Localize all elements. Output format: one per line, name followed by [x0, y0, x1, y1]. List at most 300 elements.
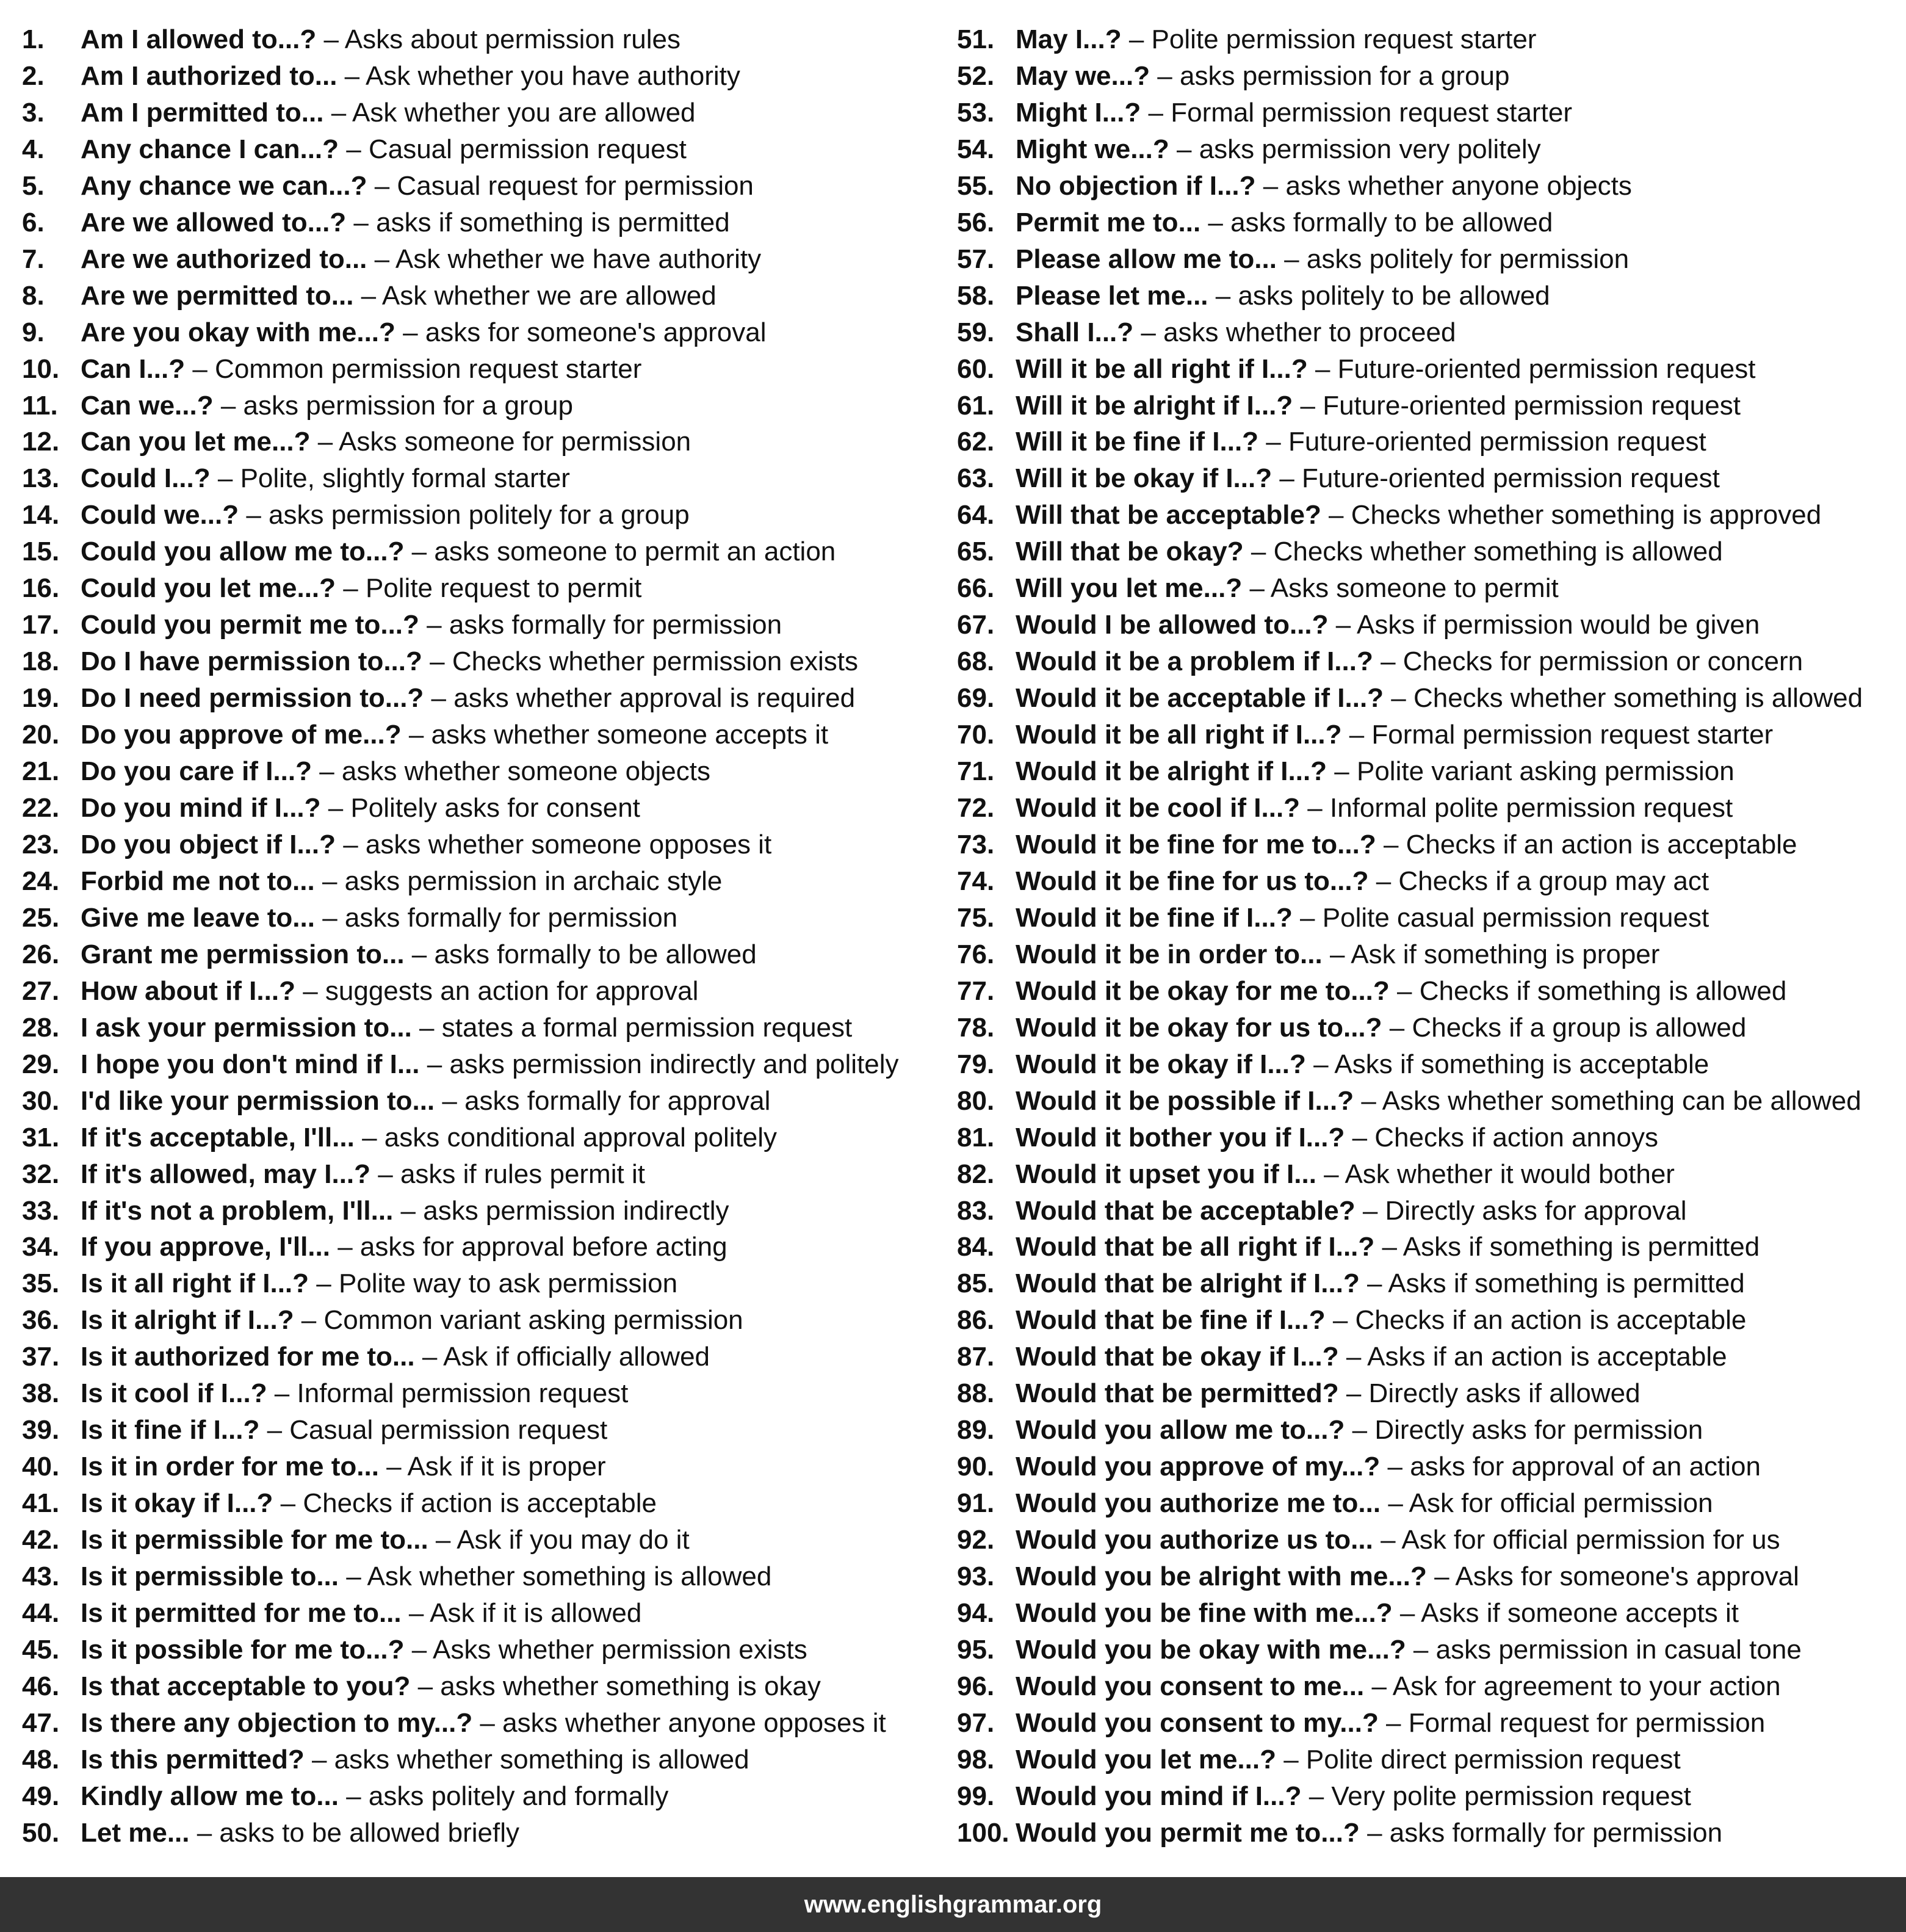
item-phrase: Would you consent to me...	[1016, 1671, 1365, 1701]
item-phrase: Are we permitted to...	[81, 280, 354, 311]
list-item	[22, 1120, 937, 1156]
item-description: asks if rules permit it	[400, 1159, 645, 1189]
item-phrase: Am I authorized to...	[81, 60, 338, 91]
list-item	[22, 1668, 937, 1705]
item-description: Informal polite permission request	[1329, 793, 1733, 823]
item-number: 69.	[957, 683, 995, 714]
item-phrase: Would it be a problem if I...?	[1016, 646, 1373, 677]
list-item	[22, 936, 937, 973]
item-description: Common permission request starter	[215, 353, 642, 384]
item-separator: –	[1392, 1597, 1421, 1628]
list-item	[22, 973, 937, 1010]
item-number: 20.	[22, 720, 60, 750]
item-description: asks if something is permitted	[376, 207, 730, 237]
item-number: 31.	[22, 1122, 60, 1152]
list-item	[22, 95, 937, 131]
item-phrase: Is it fine if I...?	[81, 1415, 260, 1445]
list-item	[957, 753, 1897, 790]
list-item	[957, 607, 1897, 643]
item-description: Ask whether it would bother	[1345, 1159, 1675, 1189]
list-item	[22, 1742, 937, 1778]
item-separator: –	[367, 170, 397, 201]
item-separator: –	[339, 134, 369, 164]
item-number: 9.	[22, 317, 45, 347]
item-description: Directly asks for approval	[1385, 1195, 1687, 1226]
item-number: 59.	[957, 317, 995, 347]
item-description: states a formal permission request	[441, 1012, 853, 1043]
list-item	[957, 1485, 1897, 1522]
item-description: Asks someone to permit	[1270, 573, 1559, 604]
item-description: Common variant asking permission	[323, 1305, 743, 1336]
item-number: 34.	[22, 1232, 60, 1262]
list-item	[22, 1449, 937, 1485]
list-item	[22, 1632, 937, 1668]
list-item	[22, 21, 937, 58]
item-separator: –	[311, 756, 342, 787]
item-separator: –	[1169, 134, 1199, 164]
item-description: Ask whether you are allowed	[352, 97, 696, 128]
list-item	[22, 1302, 937, 1339]
item-number: 46.	[22, 1671, 60, 1701]
list-item	[957, 497, 1897, 534]
item-separator: –	[323, 97, 352, 128]
item-phrase: Please let me...	[1016, 280, 1208, 311]
item-separator: –	[189, 1817, 220, 1848]
item-description: Directly asks for permission	[1374, 1415, 1703, 1445]
item-separator: –	[337, 60, 366, 91]
list-item	[957, 790, 1897, 827]
list-item	[22, 1778, 937, 1815]
item-phrase: Are we allowed to...?	[81, 207, 347, 237]
item-separator: –	[1208, 280, 1238, 311]
list-item	[957, 1558, 1897, 1595]
list-item	[22, 790, 937, 827]
list-item	[957, 204, 1897, 241]
item-description: asks politely to be allowed	[1238, 280, 1550, 311]
item-number: 26.	[22, 939, 60, 969]
item-number: 25.	[22, 902, 60, 933]
item-phrase: Give me leave to...	[81, 902, 315, 933]
item-separator: –	[435, 1085, 465, 1116]
list-item	[957, 1302, 1897, 1339]
item-number: 30.	[22, 1085, 60, 1116]
list-item	[22, 1375, 937, 1412]
item-phrase: Would you approve of my...?	[1016, 1452, 1381, 1482]
item-number: 98.	[957, 1744, 995, 1775]
item-number: 53.	[957, 97, 995, 128]
list-item	[22, 1412, 937, 1449]
item-phrase: Will it be fine if I...?	[1016, 427, 1259, 457]
item-separator: –	[339, 1561, 367, 1592]
item-phrase: Would you permit me to...?	[1016, 1817, 1360, 1848]
item-separator: –	[1243, 537, 1274, 567]
item-number: 40.	[22, 1452, 60, 1482]
item-separator: –	[1325, 1305, 1355, 1336]
list-item	[957, 717, 1897, 753]
item-separator: –	[1374, 1232, 1403, 1262]
item-number: 99.	[957, 1781, 995, 1811]
item-number: 88.	[957, 1378, 995, 1409]
list-item	[957, 1778, 1897, 1815]
item-separator: –	[472, 1707, 503, 1738]
item-phrase: Would I be allowed to...?	[1016, 610, 1329, 640]
item-phrase: Would that be okay if I...?	[1016, 1342, 1339, 1372]
item-description: Casual request for permission	[397, 170, 754, 201]
item-description: Checks if an action is acceptable	[1406, 829, 1797, 859]
item-description: Checks if a group may act	[1398, 866, 1709, 896]
item-description: asks formally to be allowed	[434, 939, 757, 969]
item-separator: –	[1292, 902, 1323, 933]
item-separator: –	[314, 866, 345, 896]
list-item	[22, 607, 937, 643]
phrase-column-left	[22, 21, 937, 1851]
item-phrase: Would that be acceptable?	[1016, 1195, 1355, 1226]
item-separator: –	[395, 317, 425, 347]
item-description: Ask for official permission for us	[1401, 1525, 1780, 1555]
item-separator: –	[316, 24, 345, 54]
item-separator: –	[424, 683, 454, 714]
item-phrase: Would it be in order to...	[1016, 939, 1323, 969]
item-phrase: Would you authorize me to...	[1016, 1488, 1381, 1519]
list-item	[22, 1815, 937, 1851]
item-phrase: If you approve, I'll...	[81, 1232, 330, 1262]
list-item	[957, 1449, 1897, 1485]
list-item	[957, 131, 1897, 168]
item-phrase: Would it be fine if I...?	[1016, 902, 1293, 933]
item-number: 10.	[22, 353, 60, 384]
item-phrase: Is it alright if I...?	[81, 1305, 294, 1336]
item-description: asks formally for permission	[449, 610, 782, 640]
item-description: Polite way to ask permission	[338, 1268, 678, 1299]
item-description: asks whether anyone opposes it	[502, 1707, 886, 1738]
item-number: 96.	[957, 1671, 995, 1701]
item-separator: –	[309, 1268, 339, 1299]
item-phrase: Shall I...?	[1016, 317, 1134, 347]
item-phrase: Please allow me to...	[1016, 244, 1277, 274]
item-description: asks whether to proceed	[1163, 317, 1456, 347]
item-description: asks whether anyone objects	[1285, 170, 1632, 201]
item-description: Polite permission request starter	[1151, 24, 1537, 54]
item-description: Asks if permission would be given	[1357, 610, 1760, 640]
item-phrase: Kindly allow me to...	[81, 1781, 339, 1811]
item-number: 52.	[957, 60, 995, 91]
list-item	[22, 388, 937, 424]
item-description: Ask for agreement to your action	[1392, 1671, 1781, 1701]
list-item	[957, 1046, 1897, 1083]
item-phrase: Is this permitted?	[81, 1744, 305, 1775]
item-number: 82.	[957, 1159, 995, 1189]
item-phrase: Would it be cool if I...?	[1016, 793, 1301, 823]
item-number: 32.	[22, 1159, 60, 1189]
list-item	[957, 168, 1897, 204]
item-phrase: Will that be acceptable?	[1016, 500, 1321, 530]
item-description: Asks for someone's approval	[1455, 1561, 1799, 1592]
item-number: 8.	[22, 280, 45, 311]
item-separator: –	[1327, 756, 1357, 787]
item-description: asks permission for a group	[1180, 60, 1510, 91]
item-description: Checks whether something is allowed	[1273, 537, 1723, 567]
item-separator: –	[367, 244, 395, 274]
item-separator: –	[346, 207, 377, 237]
item-number: 41.	[22, 1488, 60, 1519]
list-item	[22, 278, 937, 314]
item-phrase: Can we...?	[81, 390, 214, 421]
item-separator: –	[1255, 170, 1286, 201]
item-description: Checks whether something is approved	[1351, 500, 1822, 530]
item-description: asks to be allowed briefly	[219, 1817, 520, 1848]
item-phrase: How about if I...?	[81, 975, 295, 1006]
item-phrase: Forbid me not to...	[81, 866, 315, 896]
item-separator: –	[1389, 975, 1420, 1006]
item-separator: –	[1301, 1781, 1332, 1811]
list-item	[22, 1485, 937, 1522]
item-description: Asks if an action is acceptable	[1367, 1342, 1727, 1372]
item-separator: –	[1307, 353, 1338, 384]
item-phrase: I ask your permission to...	[81, 1012, 412, 1043]
list-item	[22, 1193, 937, 1229]
list-item	[957, 351, 1897, 388]
item-description: asks for approval before acting	[359, 1232, 727, 1262]
item-separator: –	[338, 1781, 369, 1811]
item-phrase: Would it be all right if I...?	[1016, 720, 1342, 750]
list-item	[957, 1156, 1897, 1193]
list-item	[22, 1046, 937, 1083]
item-number: 92.	[957, 1525, 995, 1555]
item-phrase: Can you let me...?	[81, 427, 311, 457]
item-number: 33.	[22, 1195, 60, 1226]
item-number: 47.	[22, 1707, 60, 1738]
item-number: 86.	[957, 1305, 995, 1336]
item-number: 78.	[957, 1012, 995, 1043]
item-separator: –	[1328, 610, 1357, 640]
item-separator: –	[1378, 1707, 1409, 1738]
list-item	[22, 1083, 937, 1120]
item-number: 21.	[22, 756, 60, 787]
item-separator: –	[310, 427, 339, 457]
list-item	[957, 424, 1897, 460]
item-separator: –	[1364, 1671, 1393, 1701]
list-item	[957, 1522, 1897, 1558]
item-number: 93.	[957, 1561, 995, 1592]
item-phrase: Do you approve of me...?	[81, 720, 402, 750]
item-number: 2.	[22, 60, 45, 91]
item-phrase: Would it be fine for us to...?	[1016, 866, 1369, 896]
item-phrase: Is it all right if I...?	[81, 1268, 309, 1299]
item-separator: –	[404, 939, 435, 969]
item-description: Asks if something is permitted	[1388, 1268, 1745, 1299]
item-separator: –	[1345, 1122, 1375, 1152]
item-description: Polite request to permit	[365, 573, 642, 604]
item-description: Casual permission request	[368, 134, 687, 164]
item-separator: –	[411, 1012, 442, 1043]
item-separator: –	[1150, 60, 1180, 91]
item-separator: –	[1338, 1342, 1368, 1372]
list-item	[957, 1668, 1897, 1705]
item-number: 22.	[22, 793, 60, 823]
item-separator: –	[1321, 500, 1351, 530]
item-phrase: Would it be okay for me to...?	[1016, 975, 1390, 1006]
footer-url[interactable]: www.englishgrammar.org	[804, 1891, 1102, 1918]
item-description: Asks whether something can be allowed	[1382, 1085, 1861, 1116]
item-separator: –	[1380, 1452, 1410, 1482]
list-item	[22, 1229, 937, 1265]
item-description: asks whether something is okay	[440, 1671, 821, 1701]
item-phrase: Is it permissible to...	[81, 1561, 339, 1592]
list-item	[22, 863, 937, 900]
item-phrase: Do you mind if I...?	[81, 793, 321, 823]
item-description: asks permission in casual tone	[1435, 1634, 1802, 1665]
list-item	[22, 424, 937, 460]
item-separator: –	[1133, 317, 1164, 347]
item-separator: –	[210, 463, 240, 494]
item-phrase: Are you okay with me...?	[81, 317, 395, 347]
list-item	[22, 204, 937, 241]
item-description: Formal permission request starter	[1171, 97, 1572, 128]
item-separator: –	[353, 280, 382, 311]
item-phrase: Would it be possible if I...?	[1016, 1085, 1354, 1116]
list-item	[957, 58, 1897, 95]
item-phrase: Will it be all right if I...?	[1016, 353, 1308, 384]
item-phrase: May we...?	[1016, 60, 1150, 91]
list-item	[22, 1522, 937, 1558]
item-number: 45.	[22, 1634, 60, 1665]
item-number: 68.	[957, 646, 995, 677]
item-number: 23.	[22, 829, 60, 859]
item-number: 85.	[957, 1268, 995, 1299]
item-description: Ask if officially allowed	[443, 1342, 710, 1372]
list-item	[22, 570, 937, 607]
item-number: 37.	[22, 1342, 60, 1372]
item-phrase: Is it authorized for me to...	[81, 1342, 415, 1372]
item-description: Asks whether permission exists	[433, 1634, 807, 1665]
item-description: Future-oriented permission request	[1302, 463, 1720, 494]
item-phrase: Am I allowed to...?	[81, 24, 317, 54]
item-number: 95.	[957, 1634, 995, 1665]
list-item	[957, 936, 1897, 973]
item-number: 79.	[957, 1049, 995, 1079]
list-item	[957, 1120, 1897, 1156]
item-number: 65.	[957, 537, 995, 567]
item-separator: –	[1359, 1817, 1390, 1848]
list-item	[22, 534, 937, 570]
item-separator: –	[1200, 207, 1231, 237]
item-separator: –	[185, 353, 215, 384]
item-description: Future-oriented permission request	[1288, 427, 1706, 457]
item-description: Future-oriented permission request	[1337, 353, 1756, 384]
item-description: Asks if something is acceptable	[1334, 1049, 1709, 1079]
item-number: 75.	[957, 902, 995, 933]
item-phrase: Is it permissible for me to...	[81, 1525, 428, 1555]
item-phrase: Are we authorized to...	[81, 244, 367, 274]
item-number: 14.	[22, 500, 60, 530]
item-phrase: May I...?	[1016, 24, 1122, 54]
item-separator: –	[1426, 1561, 1456, 1592]
item-description: asks formally for permission	[344, 902, 678, 933]
item-number: 24.	[22, 866, 60, 896]
item-separator: –	[1345, 1415, 1375, 1445]
item-description: Ask if you may do it	[457, 1525, 690, 1555]
item-separator: –	[378, 1452, 408, 1482]
item-number: 50.	[22, 1817, 60, 1848]
item-description: Asks someone for permission	[339, 427, 691, 457]
item-separator: –	[336, 573, 366, 604]
list-item	[957, 1412, 1897, 1449]
item-description: Checks if an action is acceptable	[1355, 1305, 1747, 1336]
list-item	[957, 1595, 1897, 1632]
item-separator: –	[1382, 1012, 1412, 1043]
item-number: 5.	[22, 170, 45, 201]
item-separator: –	[1338, 1378, 1369, 1409]
item-phrase: Could I...?	[81, 463, 211, 494]
item-phrase: Would it be fine for me to...?	[1016, 829, 1376, 859]
item-phrase: Would it be okay for us to...?	[1016, 1012, 1382, 1043]
item-number: 18.	[22, 646, 60, 677]
item-description: asks whether something is allowed	[334, 1744, 749, 1775]
item-separator: –	[404, 537, 435, 567]
item-phrase: Permit me to...	[1016, 207, 1201, 237]
item-separator: –	[1406, 1634, 1436, 1665]
list-item	[22, 168, 937, 204]
item-number: 61.	[957, 390, 995, 421]
item-number: 72.	[957, 793, 995, 823]
list-item	[957, 314, 1897, 351]
list-item	[22, 314, 937, 351]
item-description: Informal permission request	[297, 1378, 629, 1409]
item-phrase: Would that be all right if I...?	[1016, 1232, 1375, 1262]
item-phrase: I hope you don't mind if I...	[81, 1049, 420, 1079]
item-description: Polite, slightly formal starter	[240, 463, 570, 494]
item-number: 76.	[957, 939, 995, 969]
item-separator: –	[213, 390, 244, 421]
item-phrase: Would it upset you if I...	[1016, 1159, 1316, 1189]
item-description: asks for approval of an action	[1410, 1452, 1761, 1482]
item-phrase: Would that be fine if I...?	[1016, 1305, 1326, 1336]
item-separator: –	[414, 1342, 444, 1372]
item-number: 35.	[22, 1268, 60, 1299]
item-phrase: Is that acceptable to you?	[81, 1671, 411, 1701]
item-phrase: Any chance I can...?	[81, 134, 339, 164]
item-description: suggests an action for approval	[325, 975, 699, 1006]
list-item	[957, 388, 1897, 424]
item-separator: –	[393, 1195, 424, 1226]
item-phrase: Could you let me...?	[81, 573, 336, 604]
item-number: 70.	[957, 720, 995, 750]
list-item	[957, 21, 1897, 58]
item-separator: –	[295, 975, 325, 1006]
item-separator: –	[1121, 24, 1152, 54]
item-number: 91.	[957, 1488, 995, 1519]
item-separator: –	[1141, 97, 1171, 128]
item-phrase: Would you be alright with me...?	[1016, 1561, 1427, 1592]
item-separator: –	[401, 720, 431, 750]
item-description: Ask if it is proper	[407, 1452, 606, 1482]
item-description: Polite variant asking permission	[1356, 756, 1735, 787]
item-separator: –	[330, 1232, 360, 1262]
item-separator: –	[422, 646, 452, 677]
item-separator: –	[410, 1671, 441, 1701]
item-description: asks formally for approval	[464, 1085, 771, 1116]
item-description: asks permission indirectly and politely	[449, 1049, 899, 1079]
item-number: 87.	[957, 1342, 995, 1372]
list-item	[957, 680, 1897, 717]
item-description: asks whether someone opposes it	[365, 829, 772, 859]
item-number: 74.	[957, 866, 995, 896]
item-phrase: Would you authorize us to...	[1016, 1525, 1373, 1555]
item-number: 63.	[957, 463, 995, 494]
list-item	[957, 1339, 1897, 1375]
item-phrase: Is it permitted for me to...	[81, 1597, 402, 1628]
list-item	[957, 241, 1897, 278]
